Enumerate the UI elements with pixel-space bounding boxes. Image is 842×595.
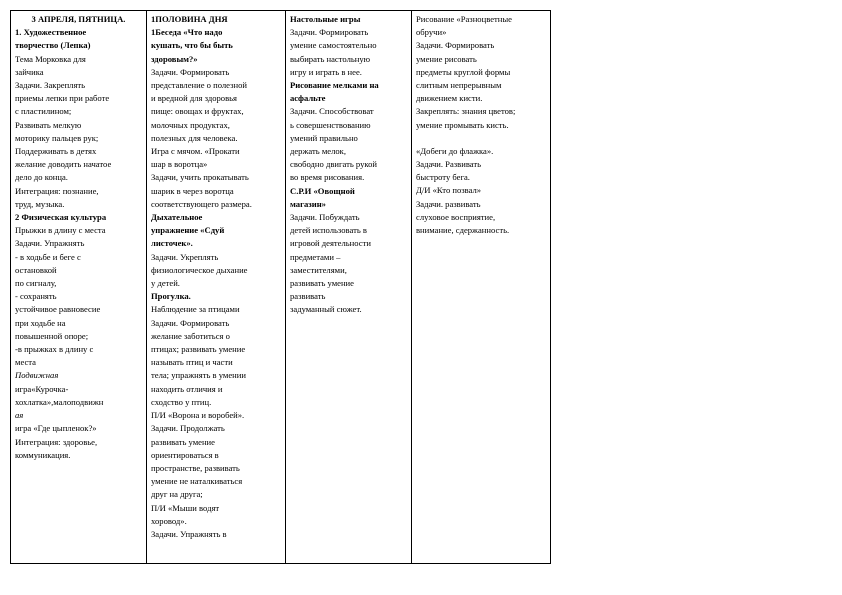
text-line: хохлатка»,малоподвижн [15, 396, 104, 407]
text-line: игра «Где цыпленок?» [15, 423, 97, 434]
table-row [11, 11, 551, 564]
text-line: кушать, что бы быть [151, 40, 233, 51]
text-line: с пластилином; [15, 106, 72, 117]
text-line: здоровым?» [151, 53, 198, 64]
text-line: Задачи. развивать [416, 198, 481, 209]
text-line: игру и играть в нее. [290, 66, 362, 77]
text-line: Развивать мелкую [15, 119, 82, 130]
text-line: во время рисования. [290, 172, 365, 183]
text-line: Задачи. Развивать [416, 159, 482, 170]
text-line: Рисование мелками на [290, 80, 379, 91]
text-line: по сигналу, [15, 278, 57, 289]
text-line: слитным непрерывным [416, 80, 502, 91]
text-line: заместителями, [290, 264, 347, 275]
text-line: при ходьбе на [15, 317, 66, 328]
text-line: внимание, сдержанность. [416, 225, 510, 236]
text-line: игра«Курочка- [15, 383, 69, 394]
text-line: и вредной для здоровья [151, 93, 238, 104]
text-line: называть птиц и части [151, 357, 233, 368]
text-line: Прогулка. [151, 291, 191, 302]
text-line: развивать [290, 291, 326, 302]
text-line: шарик в через воротца [151, 185, 234, 196]
text-line: умение рисовать [416, 53, 477, 64]
text-line: Подвижная [15, 370, 59, 381]
text-line: выбирать настольную [290, 53, 371, 64]
column-lessons [11, 11, 147, 564]
text-line: Тема Морковка для [15, 53, 86, 64]
text-line: полезных для человека. [151, 132, 238, 143]
text-line: - сохранять [15, 291, 57, 302]
blank-line [416, 132, 546, 145]
text-line: 1Беседа «Что надо [151, 27, 223, 38]
text-line: 1ПОЛОВИНА ДНЯ [151, 14, 228, 24]
text-line: Наблюдение за птицами [151, 304, 240, 315]
column-independent-activity [286, 11, 412, 564]
text-line: Игра с мячом. «Прокати [151, 146, 240, 157]
text-line: детей использовать в [290, 225, 367, 236]
text-line: умений правильно [290, 132, 358, 143]
text-line: места [15, 357, 36, 368]
plan-table [10, 10, 551, 564]
text-line: 1. Художественное [15, 27, 87, 38]
text-line: Задачи. Укреплять [151, 251, 219, 262]
text-line: сходство у птиц. [151, 396, 212, 407]
text-line: Интеграция: здоровье, [15, 436, 98, 447]
text-line: ая [15, 410, 24, 421]
text-line: Настольные игры [290, 14, 361, 24]
text-line: представление о полезной [151, 80, 247, 91]
text-line: П/И «Мыши водят [151, 502, 220, 513]
text-line: творчество (Лепка) [15, 40, 91, 51]
text-line: повышенной опоре; [15, 330, 89, 341]
text-line: быстроту бега. [416, 172, 470, 183]
text-line: умение не наталкиваться [151, 476, 243, 487]
text-line: Прыжки в длину с места [15, 225, 106, 236]
text-line: Задачи. Формировать [151, 66, 230, 77]
text-line: соответствующего размера. [151, 198, 252, 209]
text-line: держать мелок, [290, 146, 346, 157]
text-line: шар в воротца» [151, 159, 208, 170]
text-line: -в прыжках в длину с [15, 344, 94, 355]
text-line: 3 АПРЕЛЯ, ПЯТНИЦА. [31, 14, 126, 24]
text-line: «Добеги до флажка». [416, 145, 494, 156]
text-line: пище: овощах и фруктах, [151, 106, 244, 117]
text-line: Задачи. Закреплять [15, 80, 86, 91]
text-line: желание заботиться о [151, 330, 230, 341]
text-line: обручи» [416, 27, 447, 38]
text-line: Дыхательное [151, 212, 203, 223]
text-line: развивать умение [151, 436, 215, 447]
text-line: слуховое восприятие, [416, 211, 496, 222]
text-line: Задачи. Упражнять [15, 238, 85, 249]
text-line: умение промывать кисть. [416, 119, 509, 130]
text-line: молочных продуктах, [151, 119, 230, 130]
text-line: остановкой [15, 264, 57, 275]
text-line: хоровод». [151, 515, 187, 526]
text-line: асфальте [290, 93, 326, 104]
text-line: Д/И «Кто позвал» [416, 185, 482, 196]
text-line: развивать умение [290, 278, 354, 289]
text-line: Задачи. Продолжать [151, 423, 225, 434]
text-line: Поддерживать в детях [15, 146, 97, 157]
text-line: Задачи. Побуждать [290, 212, 360, 223]
text-line: движением кисти. [416, 93, 483, 104]
text-line: Задачи. Формировать [290, 27, 369, 38]
text-line: игровой деятельности [290, 238, 371, 249]
text-line: желание доводить начатое [15, 159, 112, 170]
text-line: С.Р.И «Овощной [290, 185, 355, 196]
text-line: листочек». [151, 238, 193, 249]
text-line: задуманный сюжет. [290, 304, 362, 315]
text-line: Рисование «Разноцветные [416, 14, 512, 24]
text-line: ь совершенствованию [290, 119, 371, 130]
text-line: ориентироваться в [151, 449, 219, 460]
text-line: коммуникация. [15, 449, 71, 460]
text-line: моторику пальцев рук; [15, 132, 99, 143]
text-line: друг на друга; [151, 489, 203, 500]
text-line: пространстве, развивать [151, 462, 240, 473]
text-line: зайчика [15, 66, 44, 77]
text-line: Задачи. Формировать [151, 317, 230, 328]
text-line: Задачи. Способствоват [290, 106, 374, 117]
text-line: Закреплять: знания цветов; [416, 106, 516, 117]
text-line: птицах; развивать умение [151, 344, 246, 355]
text-line: предметы круглой формы [416, 66, 511, 77]
text-line: труд, музыка. [15, 198, 65, 209]
text-line: Интеграция: познание, [15, 185, 99, 196]
text-line: П/И «Ворона и воробей». [151, 410, 245, 421]
text-line: 2 Физическая культура [15, 212, 107, 223]
text-line: Задачи. Формировать [416, 40, 495, 51]
text-line: магазин» [290, 198, 326, 209]
text-line: Задачи. Упражнять в [151, 528, 227, 539]
text-line: находить отличия и [151, 383, 223, 394]
text-line: у детей. [151, 278, 180, 289]
text-line: Задачи, учить прокатывать [151, 172, 249, 183]
text-line: тела; упражнять в умении [151, 370, 246, 381]
column-individual-work [412, 11, 551, 564]
text-line: свободно двигать рукой [290, 159, 378, 170]
column-first-half-day [147, 11, 286, 564]
text-line: упражнение «Сдуй [151, 225, 225, 236]
text-line: дело до конца. [15, 172, 68, 183]
text-line: - в ходьбе и беге с [15, 251, 81, 262]
text-line: устойчивое равновесие [15, 304, 101, 315]
text-line: физиологическое дыхание [151, 264, 248, 275]
text-line: умение самостоятельно [290, 40, 377, 51]
text-line: приемы лепки при работе [15, 93, 110, 104]
text-line: предметами – [290, 251, 341, 262]
